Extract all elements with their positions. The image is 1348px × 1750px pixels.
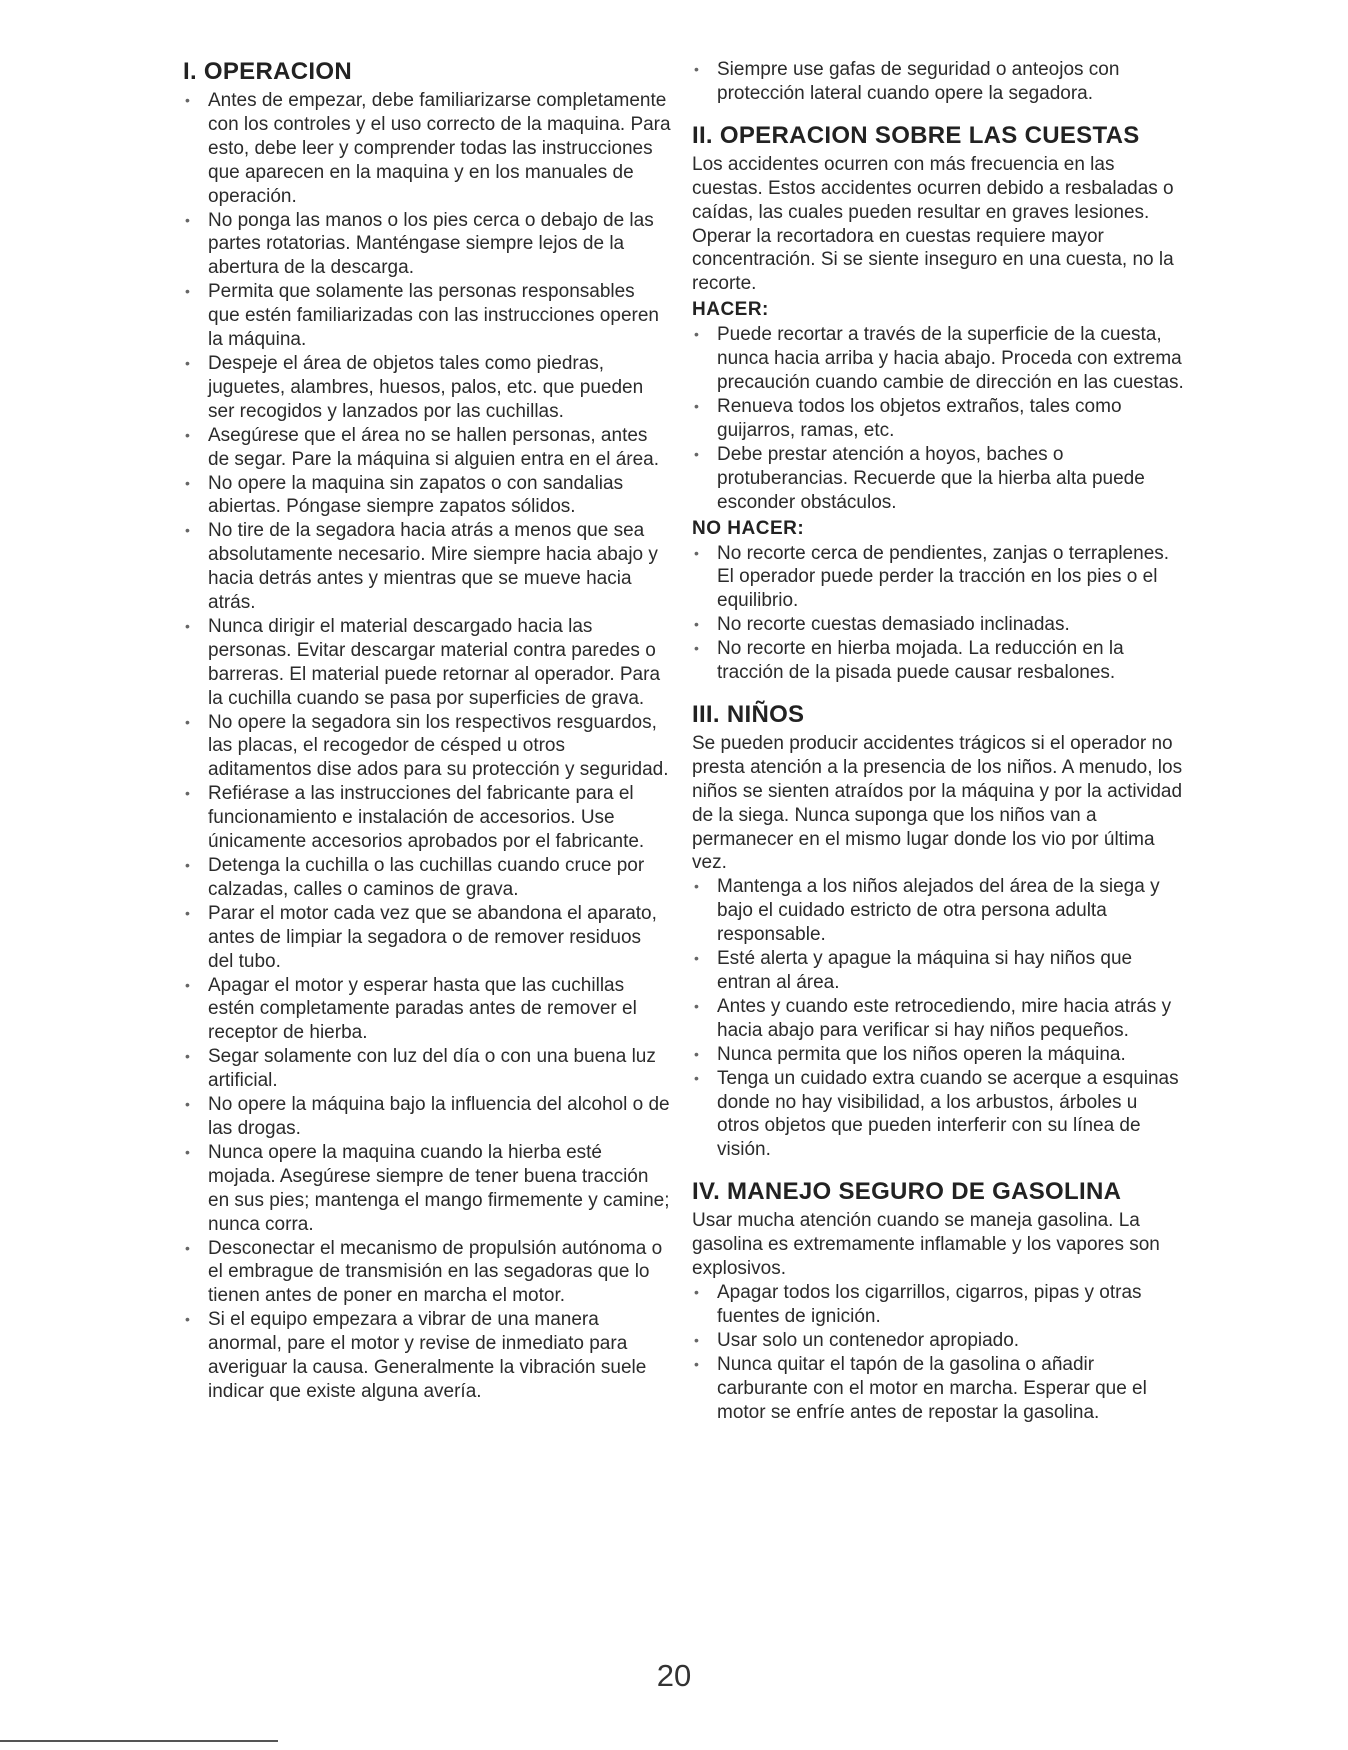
section-heading-cuestas: II. OPERACION SOBRE LAS CUESTAS: [692, 121, 1140, 149]
ninos-bullet-list: [692, 875, 1184, 1162]
section-heading-ninos: III. NIÑOS: [692, 700, 805, 728]
subheading-no-hacer: NO HACER:: [692, 517, 805, 539]
list-item: • No recorte cerca de pendientes, zanjas o terraplenes. El operador puede perder la tracción en los pies o el equilibrio.: [692, 542, 1184, 614]
list-item: • Nunca permita que los niños operen la máquina.: [692, 1043, 1184, 1067]
list-item: • Nunca opere la maquina cuando la hierba esté mojada. Asegúrese siempre de tener buena tracción en sus pies; mantenga el mango firmemente y camine; nunca corra.: [183, 1141, 671, 1237]
list-item: • Desconectar el mecanismo de propulsión autónoma o el embrague de transmisión en las segadoras que lo tienen antes de poner en marcha el motor.: [183, 1237, 671, 1309]
list-item: • Siempre use gafas de seguridad o anteojos con protección lateral cuando opere la segadora.: [692, 58, 1184, 106]
list-item: • Si el equipo empezara a vibrar de una manera anormal, pare el motor y revise de inmediato para averiguar la causa. Generalmente la vibración suele indicar que existe alguna avería.: [183, 1308, 671, 1404]
list-item: • No ponga las manos o los pies cerca o debajo de las partes rotatorias. Manténgase siempre lejos de la abertura de la descarga.: [183, 209, 671, 281]
list-item: • No opere la segadora sin los respectivos resguardos, las placas, el recogedor de césped u otros aditamentos dise ados para su protección y seguridad.: [183, 711, 671, 783]
page-number: 20: [656, 1658, 692, 1693]
footer-divider: [0, 1740, 278, 1742]
list-item: • Detenga la cuchilla o las cuchillas cuando cruce por calzadas, calles o caminos de grava.: [183, 854, 671, 902]
list-item: • Nunca dirigir el material descargado hacia las personas. Evitar descargar material contra paredes o barreras. El material puede retornar al operador. Para la cuchilla cuando se pasa por superficies de grava.: [183, 615, 671, 711]
safety-glasses-bullet-list: [692, 58, 1184, 106]
gasolina-bullet-list: [692, 1281, 1184, 1424]
spacer: [692, 1162, 1184, 1178]
spacer: [692, 685, 1184, 701]
list-item: • Debe prestar atención a hoyos, baches o protuberancias. Recuerde que la hierba alta puede esconder obstáculos.: [692, 443, 1184, 515]
cuestas-intro-paragraph: Los accidentes ocurren con más frecuencia en las cuestas. Estos accidentes ocurren debido a resbaladas o caídas, las cuales pueden resultar en graves lesiones. Operar la recortadora en cuestas requiere mayor concentración. Si se siente inseguro en una cuesta, no la recorte.: [692, 153, 1174, 295]
list-item: • Usar solo un contenedor apropiado.: [692, 1329, 1184, 1353]
ninos-intro-paragraph: Se pueden producir accidentes trágicos si el operador no presta atención a la presencia de los niños. A menudo, los niños se sienten atraídos por la máquina y por la actividad de la siega. Nunca suponga que los niños van a permanecer en el mismo lugar donde los vio por última vez.: [692, 732, 1183, 874]
list-item: • Mantenga a los niños alejados del área de la siega y bajo el cuidado estricto de otra persona adulta responsable.: [692, 875, 1184, 947]
section-heading-operacion: I. OPERACION: [183, 58, 352, 85]
list-item: • Refiérase a las instrucciones del fabricante para el funcionamiento e instalación de accesorios. Use únicamente accesorios aprobados por el fabricante.: [183, 782, 671, 854]
subheading-hacer: HACER:: [692, 299, 769, 321]
list-item: • No tire de la segadora hacia atrás a menos que sea absolutamente necesario. Mire siempre hacia abajo y hacia detrás antes y mientras que se mueve hacia atrás.: [183, 519, 671, 615]
list-item: • Segar solamente con luz del día o con una buena luz artificial.: [183, 1045, 671, 1093]
list-item: • Esté alerta y apague la máquina si hay niños que entran al área.: [692, 947, 1184, 995]
list-item: • Despeje el área de objetos tales como piedras, juguetes, alambres, huesos, palos, etc. que pueden ser recogidos y lanzados por las cuchillas.: [183, 352, 671, 424]
list-item: • No opere la maquina sin zapatos o con sandalias abiertas. Póngase siempre zapatos sólidos.: [183, 472, 671, 520]
section-heading-gasolina: IV. MANEJO SEGURO DE GASOLINA: [692, 1178, 1122, 1206]
list-item: • Antes y cuando este retrocediendo, mire hacia atrás y hacia abajo para verificar si hay niños pequeños.: [692, 995, 1184, 1043]
list-item: • Asegúrese que el área no se hallen personas, antes de segar. Pare la máquina si alguien entra en el área.: [183, 424, 671, 472]
list-item: • Tenga un cuidado extra cuando se acerque a esquinas donde no hay visibilidad, a los arbustos, árboles u otros objetos que pueden interferir con su línea de visión.: [692, 1067, 1184, 1163]
list-item: • Renueva todos los objetos extraños, tales como guijarros, ramas, etc.: [692, 395, 1184, 443]
no-hacer-bullet-list: [692, 542, 1184, 685]
operacion-bullet-list: [183, 89, 671, 1404]
right-column: [692, 58, 1184, 1424]
list-item: • No opere la máquina bajo la influencia del alcohol o de las drogas.: [183, 1093, 671, 1141]
list-item: • No recorte cuestas demasiado inclinadas.: [692, 613, 1184, 637]
list-item: • Antes de empezar, debe familiarizarse completamente con los controles y el uso correcto de la maquina. Para esto, debe leer y comprender todas las instrucciones que aparecen en la maquina y en los manuales de operación.: [183, 89, 671, 209]
list-item: • Parar el motor cada vez que se abandona el aparato, antes de limpiar la segadora o de remover residuos del tubo.: [183, 902, 671, 974]
hacer-bullet-list: [692, 323, 1184, 514]
list-item: • No recorte en hierba mojada. La reducción en la tracción de la pisada puede causar resbalones.: [692, 637, 1184, 685]
spacer: [692, 106, 1184, 122]
list-item: • Puede recortar a través de la superficie de la cuesta, nunca hacia arriba y hacia abajo. Proceda con extrema precaución cuando cambie de dirección en las cuestas.: [692, 323, 1184, 395]
left-column: [183, 58, 671, 1404]
list-item: • Nunca quitar el tapón de la gasolina o añadir carburante con el motor en marcha. Esperar que el motor se enfríe antes de repostar la gasolina.: [692, 1353, 1184, 1425]
list-item: • Apagar todos los cigarrillos, cigarros, pipas y otras fuentes de ignición.: [692, 1281, 1184, 1329]
list-item: • Permita que solamente las personas responsables que estén familiarizadas con las instrucciones operen la máquina.: [183, 280, 671, 352]
gasolina-intro-paragraph: Usar mucha atención cuando se maneja gasolina. La gasolina es extremamente inflamable y los vapores son explosivos.: [692, 1210, 1160, 1280]
list-item: • Apagar el motor y esperar hasta que las cuchillas estén completamente paradas antes de remover el receptor de hierba.: [183, 974, 671, 1046]
